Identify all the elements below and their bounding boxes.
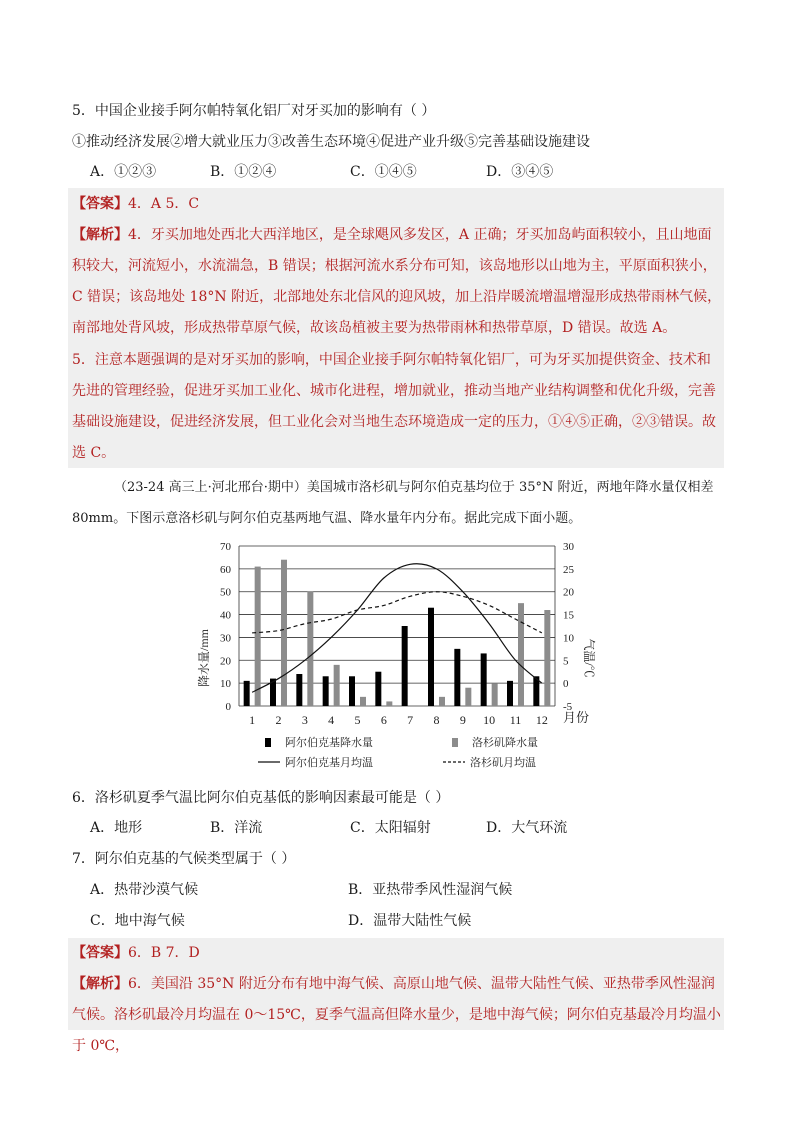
x-tick: 7 — [407, 713, 414, 727]
bar-los-angeles — [465, 688, 471, 706]
q5-items: ①推动经济发展②增大就业压力③改善生态环境④促进产业升级⑤完善基础设施建设 — [72, 134, 590, 150]
bar-albuquerque — [507, 681, 513, 706]
y-tick-left: 40 — [220, 609, 231, 622]
climate-chart — [0, 530, 794, 790]
answer-text: 4．A 5．C — [128, 196, 200, 212]
y-tick-left: 10 — [220, 678, 231, 691]
y-tick-right: 0 — [563, 678, 569, 691]
q7-option-a: A．热带沙漠气候 — [90, 882, 199, 898]
legend-label: 洛杉矶月均温 — [470, 757, 536, 769]
y-tick-right: 15 — [563, 609, 574, 622]
chart-lines — [252, 564, 542, 693]
x-tick: 8 — [433, 713, 440, 727]
y-axis-left-label: 降水量/mm — [197, 628, 211, 688]
line-los-angeles-temp — [252, 592, 542, 633]
q6-option-c: C．太阳辐射 — [350, 820, 431, 836]
x-tick: 9 — [459, 713, 466, 727]
q5-option-c: C．①④⑤ — [350, 164, 417, 180]
analysis-2-p1 — [72, 969, 722, 1062]
y-tick-right: 10 — [563, 632, 574, 645]
bar-los-angeles — [386, 701, 392, 706]
legend-swatch — [452, 738, 458, 747]
bar-los-angeles — [334, 665, 340, 706]
bar-los-angeles — [439, 697, 445, 706]
material-text: 美国城市洛杉矶与阿尔伯克基均位于 35°N 附近，两地年降水量仅相差 80mm。下图示意洛杉矶与阿尔伯克基两地气温、降水量年内分布。据此完成下面小题。 — [72, 480, 714, 526]
q6-option-b: B．洋流 — [210, 820, 263, 836]
y-tick-right: 5 — [563, 655, 569, 668]
q5-option-d: D．③④⑤ — [486, 164, 554, 180]
y-tick-left: 60 — [220, 563, 231, 576]
y-tick-left: 70 — [220, 541, 231, 553]
q6-option-a: A．地形 — [90, 820, 143, 836]
bar-los-angeles — [281, 560, 287, 706]
x-tick: 12 — [535, 713, 548, 727]
analysis-1-text-1: 4．牙买加地处西北大西洋地区，是全球飓风多发区，A 正确；牙买加岛屿面积较小，且山地面积较大，河流短小，水流湍急，B 错误；根据河流水系分布可知，该岛地形以山地为主，平原面积狭小，C 错误；该岛地处 18°N 附近，北部地处东北信风的迎风坡，加上沿岸暖流增温增湿形成热带雨林气候，南部地处背风坡，形成热带草原气候，故该岛植被主要为热带雨林和热带草原，D 错误。故选 A。 — [72, 227, 722, 336]
q5-option-b: B．①②④ — [210, 164, 277, 180]
bar-albuquerque — [481, 653, 487, 706]
bar-albuquerque — [428, 608, 434, 706]
chart-bars — [244, 560, 551, 706]
y-tick-right: 20 — [563, 586, 574, 599]
y-tick-left: 0 — [225, 701, 231, 713]
chart-legend — [258, 735, 538, 769]
y-tick-right: -5 — [563, 701, 573, 713]
y-tick-right: 25 — [563, 563, 574, 576]
legend-label: 洛杉矶降水量 — [472, 737, 538, 749]
y-tick-left: 50 — [220, 586, 231, 599]
material-intro — [72, 472, 724, 534]
q7-option-c: C．地中海气候 — [90, 913, 185, 929]
bar-los-angeles — [544, 610, 550, 706]
answer-tag-2: 【答案】 — [72, 945, 128, 961]
x-tick: 6 — [380, 713, 387, 727]
material-source: （23-24 高三上·河北邢台·期中） — [114, 480, 307, 495]
x-axis-label: 月份 — [563, 710, 590, 725]
y-tick-right: 30 — [563, 541, 574, 553]
q5-stem: 5．中国企业接手阿尔帕特氧化铝厂对牙买加的影响有（ ） — [72, 103, 436, 119]
answer-2 — [72, 942, 200, 964]
legend-label: 阿尔伯克基降水量 — [285, 737, 373, 749]
x-tick: 5 — [354, 713, 361, 727]
x-tick: 4 — [328, 713, 335, 727]
analysis-2-text-1: 6．美国沿 35°N 附近分布有地中海气候、高原山地气候、温带大陆性气候、亚热带季风性湿润气候。洛杉矶最冷月均温在 0～15℃，夏季气温高但降水量少，是地中海气候；阿尔伯克基最冷月均温小于 0℃， — [72, 976, 721, 1054]
answer-text-2: 6．B 7．D — [128, 945, 200, 961]
bar-los-angeles — [360, 697, 366, 706]
legend-swatch — [265, 738, 271, 747]
bar-albuquerque — [244, 681, 250, 706]
bar-albuquerque — [323, 676, 329, 706]
y-tick-left: 30 — [220, 632, 231, 645]
q7-stem: 7．阿尔伯克基的气候类型属于（ ） — [72, 851, 296, 867]
x-tick: 2 — [275, 713, 282, 727]
bar-los-angeles — [255, 567, 261, 706]
bar-albuquerque — [402, 626, 408, 706]
bar-albuquerque — [454, 649, 460, 706]
q7-option-b: B．亚热带季风性湿润气候 — [348, 882, 513, 898]
legend-label: 阿尔伯克基月均温 — [285, 757, 373, 769]
bar-los-angeles — [492, 683, 498, 706]
x-tick: 10 — [483, 713, 496, 727]
y-tick-left: 20 — [220, 655, 231, 668]
x-tick: 1 — [249, 713, 256, 727]
bar-albuquerque — [296, 674, 302, 706]
q6-option-d: D．大气环流 — [486, 820, 568, 836]
bar-los-angeles — [518, 603, 524, 706]
bar-los-angeles — [307, 592, 313, 706]
analysis-1-p2: 5．注意本题强调的是对牙买加的影响，中国企业接手阿尔帕特氧化铝厂，可为牙买加提供资金、技术和先进的管理经验，促进牙买加工业化、城市化进程，增加就业，推动当地产业结构调整和优化升级，完善基础设施建设，促进经济发展，但工业化会对当地生态环境造成一定的压力，①④⑤正确，②③错误。故选 C。 — [72, 352, 716, 461]
q7-option-d: D．温带大陆性气候 — [348, 913, 472, 929]
analysis-tag: 【解析】 — [72, 227, 128, 243]
q5-option-a: A．①②③ — [90, 164, 157, 180]
analysis-1-p1 — [72, 220, 722, 344]
bar-albuquerque — [349, 676, 355, 706]
analysis-tag-2: 【解析】 — [72, 976, 128, 992]
line-albuquerque-temp — [252, 564, 542, 693]
x-tick: 11 — [509, 713, 522, 727]
answer-1 — [72, 193, 199, 215]
q6-stem: 6．洛杉矶夏季气温比阿尔伯克基低的影响因素最可能是（ ） — [72, 790, 450, 806]
bar-albuquerque — [375, 672, 381, 706]
answer-tag: 【答案】 — [72, 196, 128, 212]
x-tick: 3 — [301, 713, 308, 727]
y-axis-right-label: 气温/℃ — [582, 638, 596, 678]
